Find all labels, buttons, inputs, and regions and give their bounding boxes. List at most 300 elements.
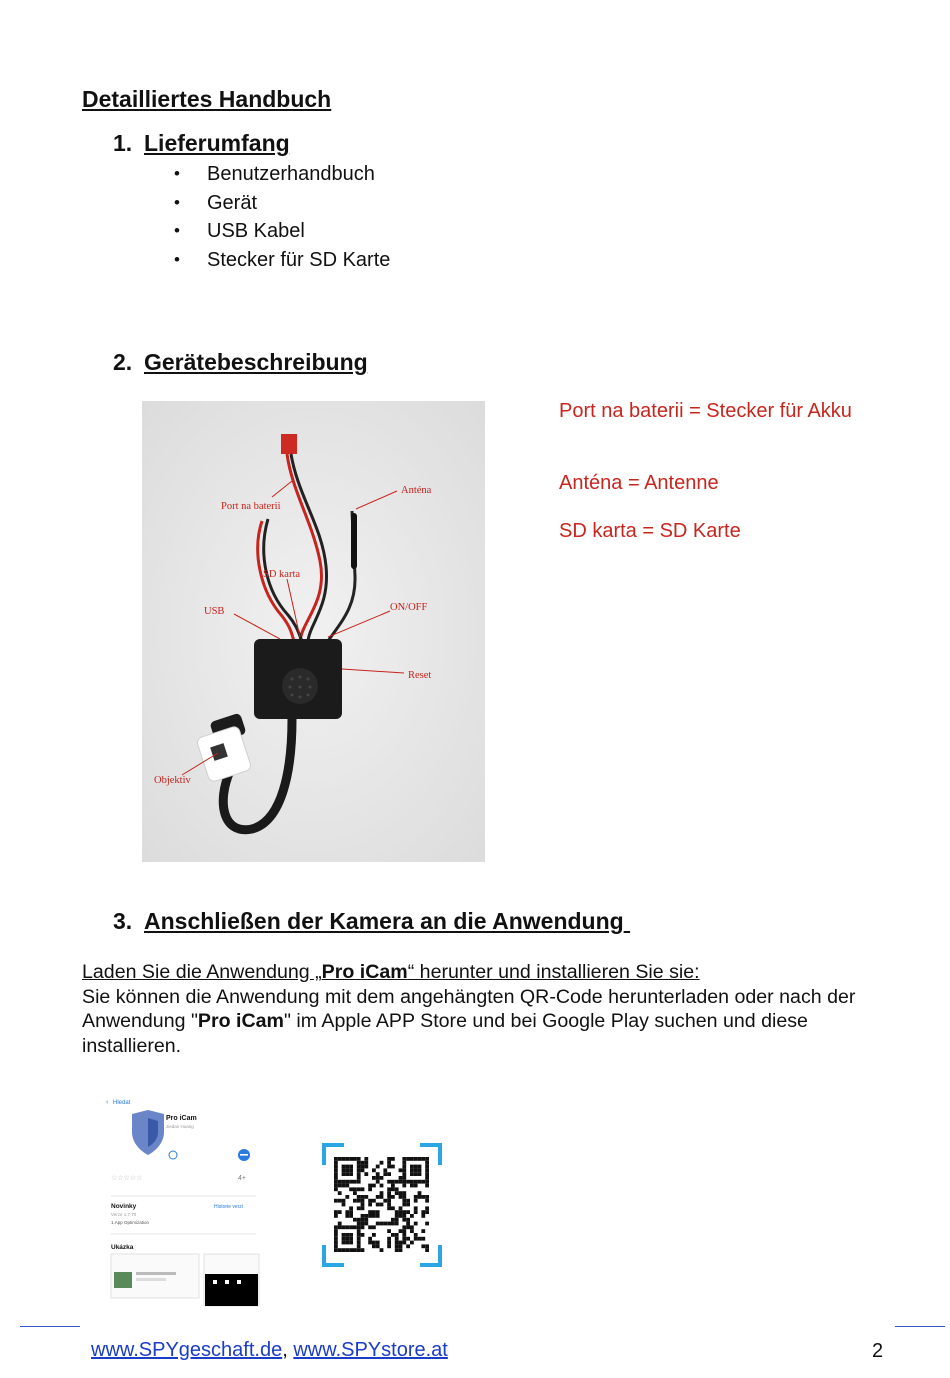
qr-module (383, 1168, 387, 1172)
qr-module (368, 1214, 372, 1218)
qr-module (395, 1241, 399, 1245)
qr-module (383, 1222, 387, 1226)
section-title: Gerätebeschreibung (144, 349, 368, 375)
qr-module (334, 1225, 338, 1229)
qr-module (399, 1191, 403, 1195)
qr-module (338, 1248, 342, 1252)
section-heading-2 (113, 349, 368, 376)
qr-module (410, 1241, 414, 1245)
qr-module (418, 1180, 422, 1184)
qr-module (380, 1191, 384, 1195)
section-number: 2. (113, 349, 133, 375)
qr-module (387, 1180, 391, 1184)
qr-module (414, 1199, 418, 1203)
qr-module (402, 1214, 406, 1218)
qr-module (391, 1187, 395, 1191)
qr-module (364, 1218, 368, 1222)
qr-module (391, 1180, 395, 1184)
qr-module (418, 1237, 422, 1241)
version: Verze 1.7.70 (111, 1212, 137, 1217)
qr-module (418, 1157, 422, 1161)
qr-module (338, 1210, 342, 1214)
qr-module (399, 1229, 403, 1233)
history-link[interactable]: Historie verzí (214, 1204, 244, 1210)
qr-module (334, 1237, 338, 1241)
qr-module (399, 1168, 403, 1172)
qr-module (414, 1168, 418, 1172)
device-photo (142, 401, 485, 862)
qr-module (376, 1195, 380, 1199)
qr-module (402, 1161, 406, 1165)
qr-module (376, 1214, 380, 1218)
qr-module (357, 1229, 361, 1233)
qr-module (353, 1218, 357, 1222)
qr-module (380, 1195, 384, 1199)
qr-module (410, 1229, 414, 1233)
qr-module (410, 1180, 414, 1184)
qr-module (425, 1222, 429, 1226)
footer-rule-left (20, 1326, 80, 1327)
qr-module (387, 1206, 391, 1210)
qr-module (406, 1157, 410, 1161)
qr-module (402, 1199, 406, 1203)
qr-module (364, 1222, 368, 1226)
qr-module (372, 1168, 376, 1172)
qr-module (395, 1180, 399, 1184)
qr-module (372, 1210, 376, 1214)
qr-module (368, 1187, 372, 1191)
qr-module (357, 1195, 361, 1199)
qr-module (334, 1157, 338, 1161)
qr-module (391, 1157, 395, 1161)
qr-module (414, 1172, 418, 1176)
qr-module (342, 1233, 346, 1237)
qr-module (395, 1237, 399, 1241)
qr-module (345, 1195, 349, 1199)
label-antenna: Anténa (401, 485, 432, 496)
qr-module (387, 1244, 391, 1248)
qr-module (357, 1237, 361, 1241)
label-usb: USB (204, 606, 225, 617)
qr-module (414, 1184, 418, 1188)
qr-module (349, 1206, 353, 1210)
qr-module (357, 1206, 361, 1210)
qr-module (410, 1214, 414, 1218)
qr-module (399, 1244, 403, 1248)
qr-module (349, 1210, 353, 1214)
qr-module (425, 1176, 429, 1180)
qr-module (334, 1180, 338, 1184)
page-number: 2 (872, 1340, 884, 1362)
qr-module (425, 1195, 429, 1199)
qr-module (357, 1222, 361, 1226)
qr-module (361, 1222, 365, 1226)
contents-list (174, 160, 390, 274)
qr-module (368, 1237, 372, 1241)
qr-module (342, 1203, 346, 1207)
qr-module (406, 1225, 410, 1229)
qr-module (421, 1237, 425, 1241)
qr-module (380, 1203, 384, 1207)
qr-module (414, 1157, 418, 1161)
instructions-paragraph: Laden Sie die Anwendung „Pro iCam“ herunter und installieren Sie sie: Sie können die Anwendung mit dem angehängten QR-Code herunterladen oder nach der Anwendung "Pro iCam" im Apple APP Store und bei Google Play suchen und diese installieren. (82, 961, 856, 1057)
qr-module (372, 1225, 376, 1229)
qr-module (342, 1172, 346, 1176)
qr-module (406, 1180, 410, 1184)
qr-module (364, 1195, 368, 1199)
news-title: Novinky (111, 1203, 137, 1210)
list-item: • Gerät (174, 189, 390, 218)
qr-module (421, 1157, 425, 1161)
list-item: • Benutzerhandbuch (174, 160, 390, 189)
qr-module (334, 1187, 338, 1191)
qr-module (402, 1195, 406, 1199)
qr-module (425, 1184, 429, 1188)
link-spystore[interactable]: www.SPYstore.at (293, 1339, 448, 1361)
qr-module (387, 1172, 391, 1176)
qr-module (387, 1191, 391, 1195)
qr-module (410, 1225, 414, 1229)
qr-module (353, 1180, 357, 1184)
qr-module (334, 1214, 338, 1218)
qr-module (368, 1184, 372, 1188)
qr-module (410, 1168, 414, 1172)
qr-module (425, 1210, 429, 1214)
qr-module (334, 1168, 338, 1172)
qr-module (353, 1187, 357, 1191)
label-sd: SD karta (263, 569, 301, 580)
qr-module (406, 1237, 410, 1241)
qr-module (342, 1237, 346, 1241)
qr-module (353, 1199, 357, 1203)
footer-rule-right (895, 1326, 945, 1327)
qr-module (387, 1229, 391, 1233)
qr-module (368, 1225, 372, 1229)
qr-module (387, 1157, 391, 1161)
news-note: 1.App Optimization (111, 1220, 150, 1225)
qr-module (418, 1168, 422, 1172)
qr-module (361, 1165, 365, 1169)
qr-module (402, 1210, 406, 1214)
qr-code (322, 1143, 442, 1267)
qr-module (399, 1176, 403, 1180)
qr-module (414, 1165, 418, 1169)
qr-module (345, 1248, 349, 1252)
qr-module (418, 1195, 422, 1199)
qr-module (372, 1233, 376, 1237)
qr-module (395, 1210, 399, 1214)
qr-module (421, 1210, 425, 1214)
qr-module (421, 1195, 425, 1199)
qr-module (349, 1248, 353, 1252)
qr-module (349, 1180, 353, 1184)
qr-module (402, 1168, 406, 1172)
back-link: ‹ (106, 1099, 109, 1106)
qr-module (361, 1218, 365, 1222)
qr-module (334, 1161, 338, 1165)
qr-module (349, 1214, 353, 1218)
qr-module (342, 1168, 346, 1172)
qr-module (334, 1199, 338, 1203)
qr-module (376, 1180, 380, 1184)
age-rating: 4+ (238, 1175, 246, 1182)
qr-module (383, 1199, 387, 1203)
qr-module (399, 1241, 403, 1245)
qr-module (387, 1199, 391, 1203)
qr-module (334, 1244, 338, 1248)
qr-module (376, 1172, 380, 1176)
qr-module (349, 1187, 353, 1191)
qr-module (349, 1165, 353, 1169)
qr-module (380, 1222, 384, 1226)
qr-module (391, 1218, 395, 1222)
qr-module (345, 1237, 349, 1241)
qr-module (353, 1248, 357, 1252)
qr-module (418, 1172, 422, 1176)
label-lens: Objektiv (154, 775, 191, 786)
qr-module (414, 1195, 418, 1199)
qr-module (345, 1165, 349, 1169)
qr-module (402, 1229, 406, 1233)
section-heading-1 (113, 130, 290, 157)
rating-stars: ☆☆☆☆☆ (111, 1175, 143, 1182)
section-number: 1. (113, 130, 133, 156)
qr-module (357, 1172, 361, 1176)
qr-module (357, 1244, 361, 1248)
qr-module (334, 1233, 338, 1237)
qr-module (372, 1214, 376, 1218)
qr-module (399, 1195, 403, 1199)
qr-module (410, 1165, 414, 1169)
qr-module (414, 1206, 418, 1210)
qr-module (395, 1222, 399, 1226)
qr-module (425, 1161, 429, 1165)
qr-module (357, 1168, 361, 1172)
qr-module (342, 1241, 346, 1245)
list-item: • Stecker für SD Karte (174, 246, 390, 275)
qr-module (391, 1165, 395, 1169)
qr-module (372, 1244, 376, 1248)
qr-module (421, 1229, 425, 1233)
qr-module (425, 1165, 429, 1169)
qr-module (361, 1199, 365, 1203)
qr-module (418, 1191, 422, 1195)
label-onoff: ON/OFF (390, 602, 428, 613)
qr-module (357, 1161, 361, 1165)
qr-module (395, 1214, 399, 1218)
qr-module (357, 1165, 361, 1169)
qr-module (425, 1199, 429, 1203)
qr-module (334, 1210, 338, 1214)
qr-module (425, 1248, 429, 1252)
qr-module (387, 1187, 391, 1191)
qr-module (349, 1157, 353, 1161)
qr-module (334, 1248, 338, 1252)
qr-module (361, 1161, 365, 1165)
qr-module (387, 1237, 391, 1241)
qr-module (349, 1168, 353, 1172)
qr-module (364, 1161, 368, 1165)
qr-module (425, 1168, 429, 1172)
qr-module (402, 1180, 406, 1184)
qr-module (402, 1172, 406, 1176)
qr-module (387, 1165, 391, 1169)
qr-module (425, 1157, 429, 1161)
app-developer: Jiedan Huang (166, 1124, 194, 1129)
section-title: Lieferumfang (144, 130, 290, 156)
qr-module (357, 1157, 361, 1161)
qr-module (376, 1244, 380, 1248)
qr-module (372, 1241, 376, 1245)
qr-module (391, 1195, 395, 1199)
qr-module (345, 1233, 349, 1237)
qr-module (395, 1191, 399, 1195)
qr-module (391, 1184, 395, 1188)
qr-module (342, 1184, 346, 1188)
list-item: • USB Kabel (174, 217, 390, 246)
qr-module (342, 1248, 346, 1252)
qr-module (364, 1172, 368, 1176)
qr-module (345, 1210, 349, 1214)
qr-module (414, 1222, 418, 1226)
qr-module (342, 1180, 346, 1184)
qr-module (342, 1165, 346, 1169)
qr-module (421, 1214, 425, 1218)
qr-module (357, 1233, 361, 1237)
qr-module (338, 1225, 342, 1229)
qr-module (406, 1203, 410, 1207)
qr-module (342, 1225, 346, 1229)
qr-module (338, 1191, 342, 1195)
qr-module (345, 1241, 349, 1245)
qr-module (402, 1165, 406, 1169)
qr-module (368, 1210, 372, 1214)
qr-module (414, 1210, 418, 1214)
qr-module (395, 1244, 399, 1248)
qr-module (349, 1225, 353, 1229)
qr-module (338, 1199, 342, 1203)
section-number: 3. (113, 908, 133, 934)
qr-module (334, 1165, 338, 1169)
qr-module (406, 1218, 410, 1222)
qr-module (361, 1233, 365, 1237)
qr-module (402, 1225, 406, 1229)
qr-module (357, 1218, 361, 1222)
qr-module (387, 1195, 391, 1199)
qr-module (361, 1195, 365, 1199)
qr-module (387, 1222, 391, 1226)
qr-module (391, 1233, 395, 1237)
qr-module (357, 1187, 361, 1191)
qr-module (380, 1184, 384, 1188)
qr-module (402, 1191, 406, 1195)
qr-module (372, 1184, 376, 1188)
qr-module (380, 1161, 384, 1165)
battery-connector (281, 434, 297, 454)
qr-module (372, 1176, 376, 1180)
qr-module (361, 1187, 365, 1191)
qr-module (402, 1237, 406, 1241)
qr-module (406, 1210, 410, 1214)
qr-module (383, 1172, 387, 1176)
qr-module (334, 1229, 338, 1233)
legend-antenna: Anténa = Antenne (559, 472, 719, 494)
qr-module (357, 1241, 361, 1245)
qr-module (399, 1180, 403, 1184)
qr-module (410, 1184, 414, 1188)
qr-module (402, 1203, 406, 1207)
qr-module (376, 1210, 380, 1214)
qr-module (349, 1172, 353, 1176)
qr-module (334, 1176, 338, 1180)
qr-module (376, 1176, 380, 1180)
qr-module (364, 1165, 368, 1169)
qr-module (357, 1199, 361, 1203)
qr-module (380, 1248, 384, 1252)
qr-module (376, 1203, 380, 1207)
qr-module (349, 1241, 353, 1245)
qr-module (399, 1206, 403, 1210)
download-icon[interactable] (169, 1151, 177, 1159)
link-spygeschaft[interactable]: www.SPYgeschaft.de (91, 1339, 283, 1361)
qr-module (414, 1237, 418, 1241)
qr-module (391, 1206, 395, 1210)
qr-module (368, 1203, 372, 1207)
qr-module (345, 1184, 349, 1188)
qr-module (406, 1222, 410, 1226)
qr-module (361, 1248, 365, 1252)
qr-module (410, 1172, 414, 1176)
qr-module (364, 1157, 368, 1161)
screens-title: Ukázka (111, 1244, 134, 1251)
qr-module (357, 1225, 361, 1229)
qr-module (372, 1199, 376, 1203)
document-title: Detailliertes Handbuch (82, 86, 332, 112)
qr-module (402, 1157, 406, 1161)
app-name: Pro iCam (166, 1115, 197, 1122)
qr-module (395, 1233, 399, 1237)
qr-module (395, 1218, 399, 1222)
qr-module (361, 1214, 365, 1218)
qr-module (421, 1244, 425, 1248)
qr-module (334, 1184, 338, 1188)
qr-module (406, 1199, 410, 1203)
qr-module (345, 1214, 349, 1218)
legend-port: Port na baterii = Stecker für Akku (559, 400, 852, 422)
qr-module (399, 1214, 403, 1218)
qr-module (345, 1157, 349, 1161)
qr-module (368, 1241, 372, 1245)
qr-module (402, 1218, 406, 1222)
footer-links: www.SPYgeschaft.de, www.SPYstore.at (91, 1339, 448, 1361)
qr-module (353, 1225, 357, 1229)
intro-line: Laden Sie die Anwendung „Pro iCam“ herunter und installieren Sie sie: (82, 961, 700, 983)
qr-module (345, 1225, 349, 1229)
qr-module (387, 1203, 391, 1207)
qr-module (353, 1191, 357, 1195)
qr-module (345, 1180, 349, 1184)
qr-module (410, 1157, 414, 1161)
qr-module (353, 1157, 357, 1161)
qr-module (361, 1203, 365, 1207)
qr-module (349, 1233, 353, 1237)
qr-module (361, 1225, 365, 1229)
qr-module (402, 1241, 406, 1245)
qr-module (342, 1157, 346, 1161)
qr-module (338, 1157, 342, 1161)
qr-module (402, 1184, 406, 1188)
label-port: Port na baterii (221, 501, 281, 512)
